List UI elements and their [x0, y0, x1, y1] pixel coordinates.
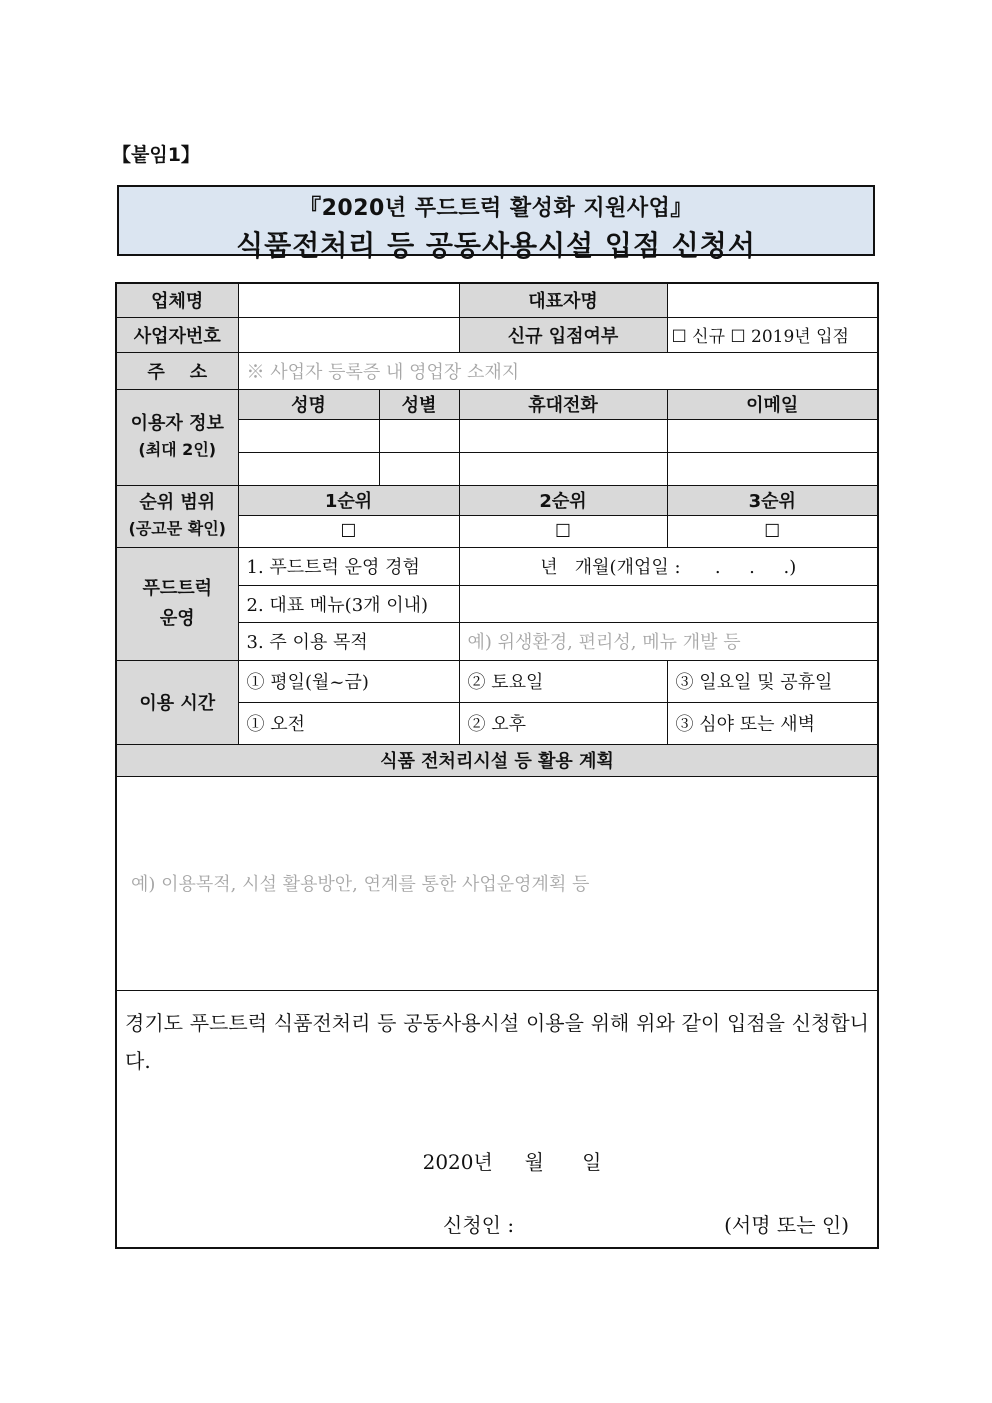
application-date[interactable]: 2020년 월 일: [422, 1150, 602, 1175]
rank-1-checkbox[interactable]: ☐: [238, 515, 459, 547]
user1-gender-field[interactable]: [379, 419, 459, 452]
usage-day-option[interactable]: ① 평일(월~금): [238, 660, 459, 702]
business-number-label: 사업자번호: [116, 317, 238, 352]
user-info-label-text: 이용자 정보: [130, 413, 224, 434]
business-number-field[interactable]: [238, 317, 459, 352]
header-gender: 성별: [379, 389, 459, 419]
row-rank-header: [116, 485, 878, 515]
header-phone: 휴대전화: [459, 389, 667, 419]
rank-label: [116, 485, 238, 547]
company-name-label: 업체명: [116, 283, 238, 317]
header-name: 성명: [238, 389, 379, 419]
user-info-sublabel: (최대 2인): [138, 440, 217, 459]
header-email: 이메일: [667, 389, 878, 419]
title-line-1: 『2020년 푸드트럭 활성화 지원사업』: [299, 196, 693, 221]
plan-field[interactable]: [116, 776, 878, 990]
user2-email-field[interactable]: [667, 452, 878, 485]
usage-time-label: 이용 시간: [116, 660, 238, 744]
entry-status-options[interactable]: ☐ 신규 ☐ 2019년 입점: [667, 317, 878, 352]
foodtruck-purpose-field[interactable]: 예) 위생환경, 편리성, 메뉴 개발 등: [459, 622, 878, 660]
attachment-label: 【붙임1】: [112, 144, 200, 166]
user1-phone-field[interactable]: [459, 419, 667, 452]
foodtruck-label: [116, 547, 238, 660]
address-field[interactable]: ※ 사업자 등록증 내 영업장 소재지: [238, 352, 878, 389]
user1-name-field[interactable]: [238, 419, 379, 452]
usage-period-option[interactable]: ② 오후: [459, 702, 667, 744]
row-usage-days: [116, 660, 878, 702]
foodtruck-item-label: 3. 주 이용 목적: [238, 622, 459, 660]
usage-period-option[interactable]: ① 오전: [238, 702, 459, 744]
foodtruck-experience-field[interactable]: 년 개월(개업일 : . . .): [459, 547, 878, 585]
row-company: [116, 283, 878, 317]
rank-label-text: 순위 범위: [139, 492, 216, 513]
foodtruck-menu-field[interactable]: [459, 585, 878, 622]
foodtruck-label-line2: 운영: [159, 607, 195, 629]
row-declaration: [116, 990, 878, 1248]
row-plan-body: [116, 776, 878, 990]
applicant-label: 신청인 :: [443, 1213, 515, 1238]
foodtruck-label-line1: 푸드트럭: [142, 577, 213, 599]
usage-day-option[interactable]: ② 토요일: [459, 660, 667, 702]
rank-3-checkbox[interactable]: ☐: [667, 515, 878, 547]
user1-email-field[interactable]: [667, 419, 878, 452]
foodtruck-item-label: 1. 푸드트럭 운영 경험: [238, 547, 459, 585]
rank-1-header: 1순위: [238, 485, 459, 515]
company-name-field[interactable]: [238, 283, 459, 317]
user2-phone-field[interactable]: [459, 452, 667, 485]
usage-day-option[interactable]: ③ 일요일 및 공휴일: [667, 660, 878, 702]
row-plan-header: [116, 744, 878, 776]
row-user-info-header: [116, 389, 878, 419]
representative-field[interactable]: [667, 283, 878, 317]
user-info-label: [116, 389, 238, 485]
plan-hint: 예) 이용목적, 시설 활용방안, 연계를 통한 사업운영계획 등: [131, 874, 590, 895]
row-foodtruck-experience: [116, 547, 878, 585]
rank-2-header: 2순위: [459, 485, 667, 515]
row-address: [116, 352, 878, 389]
user2-gender-field[interactable]: [379, 452, 459, 485]
title-line-2: 식품전처리 등 공동사용시설 입점 신청서: [236, 229, 756, 262]
application-form-table: [115, 282, 879, 1249]
usage-period-option[interactable]: ③ 심야 또는 새벽: [667, 702, 878, 744]
user2-name-field[interactable]: [238, 452, 379, 485]
title-box: [117, 185, 875, 262]
representative-label: 대표자명: [459, 283, 667, 317]
declaration-text: 경기도 푸드트럭 식품전처리 등 공동사용시설 이용을 위해 위와 같이 입점을 신청합니다.: [125, 1011, 869, 1074]
row-business-number: [116, 317, 878, 352]
rank-sublabel: (공고문 확인): [128, 519, 226, 538]
foodtruck-item-label: 2. 대표 메뉴(3개 이내): [238, 585, 459, 622]
rank-3-header: 3순위: [667, 485, 878, 515]
declaration-cell: [116, 990, 878, 1248]
signature-line: [125, 1209, 869, 1239]
plan-header: 식품 전처리시설 등 활용 계획: [116, 744, 878, 776]
signature-label[interactable]: (서명 또는 인): [724, 1213, 849, 1238]
rank-2-checkbox[interactable]: ☐: [459, 515, 667, 547]
address-label: 주 소: [116, 352, 238, 389]
entry-status-label: 신규 입점여부: [459, 317, 667, 352]
